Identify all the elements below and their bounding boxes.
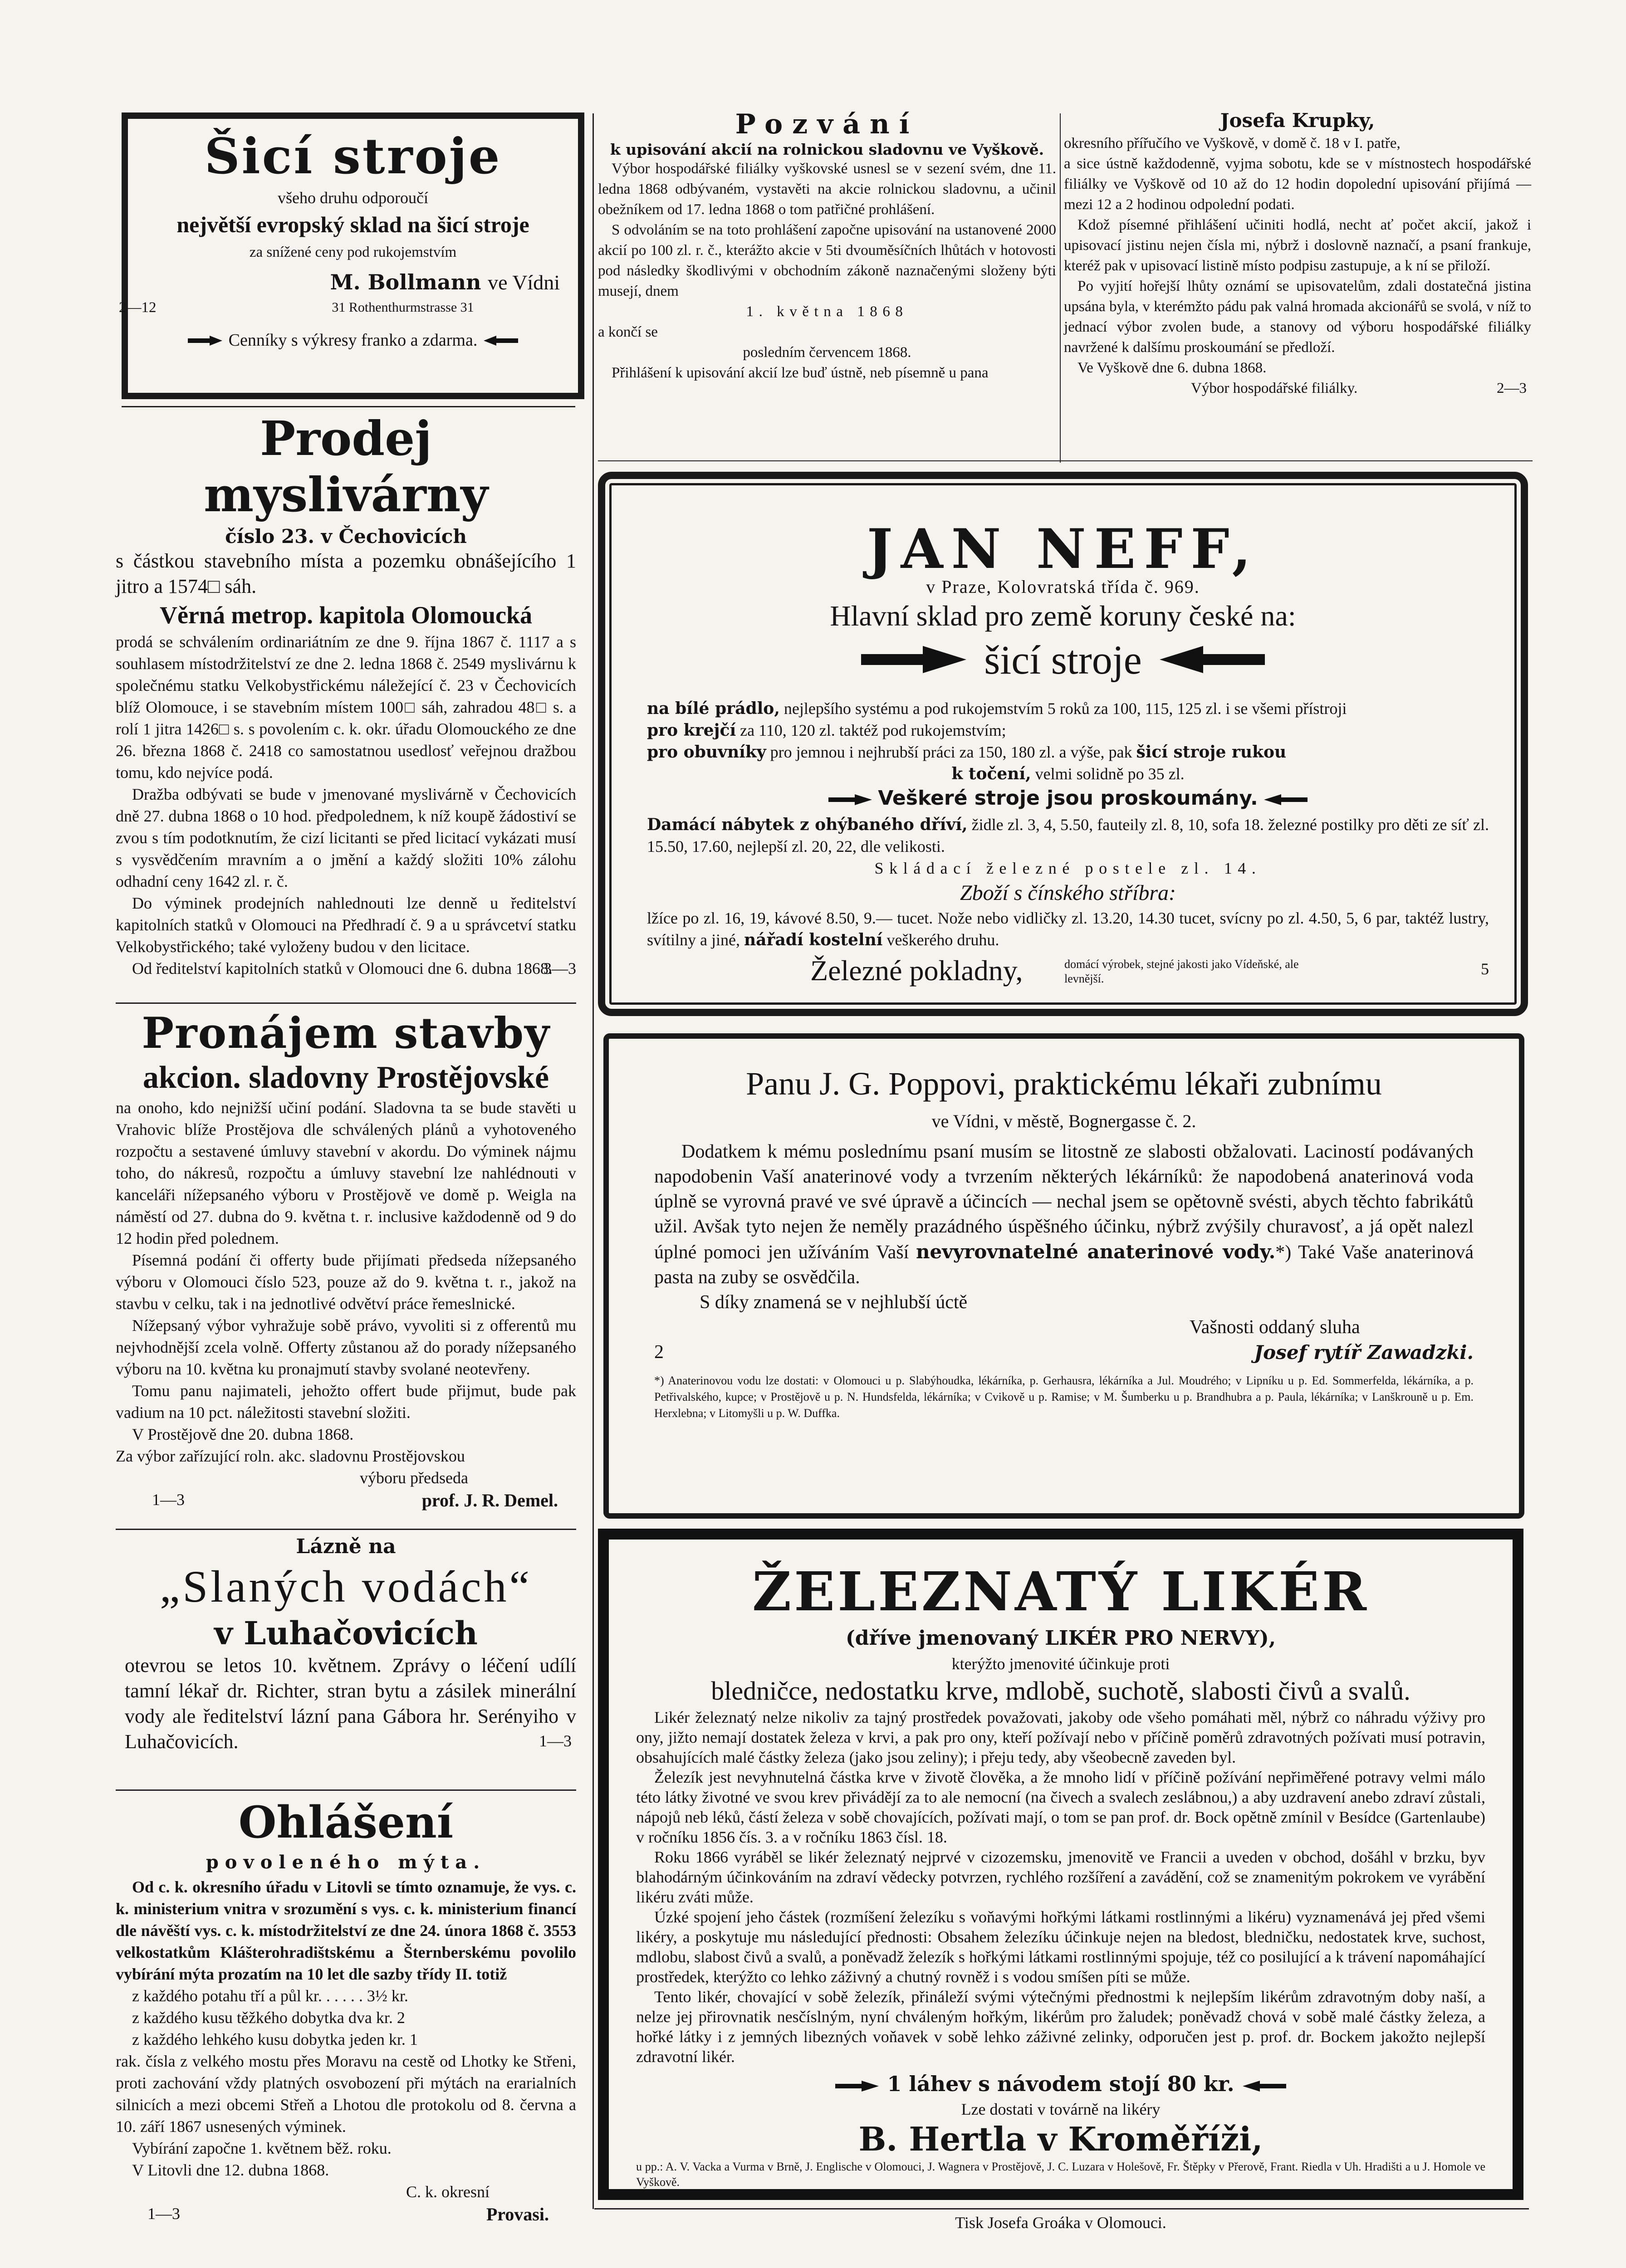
sici-line2: největší evropský sklad na šicí stroje [176, 212, 529, 237]
krupka-p1: okresního přířučího ve Vyškově, v domě č. 18 v I. patře, [1064, 135, 1401, 152]
poppo-p3: Vašnosti oddaný sluha [1190, 1317, 1360, 1338]
poppo-sig: Josef rytíř Zawadzki. [1254, 1341, 1474, 1364]
ohlaseni-r3: z každého lehkého kusu dobytka jeden kr. 1 [132, 2030, 418, 2048]
lazne-ad [116, 1534, 576, 1752]
pronajem-p2: Písemná podání či offerty bude přijímati předseda nížepsaného výboru v Olomouci číslo 523, pouze až do 9. května t. r., jakož na stavbu v celku, tak i na jednotlivé odvětví práce řemeslnické. [116, 1251, 576, 1313]
sici-address: 31 Rothenthurmstrasse 31 [332, 300, 474, 315]
ohlaseni-p5: C. k. okresní [406, 2183, 490, 2201]
prodej-title: Prodej myslivárny [204, 411, 488, 523]
liker-firm: B. Hertla v Kroměříži, [858, 2120, 1263, 2158]
prodej-heading: Věrná metrop. kapitola Olomoucká [160, 601, 532, 629]
divider [594, 2208, 1529, 2209]
ohlaseni-p3: Vybírání započne 1. květnem běž. roku. [132, 2139, 392, 2157]
pronajem-sig: prof. J. R. Demel. [421, 1490, 558, 1510]
pronajem-p7: výboru předseda [360, 1469, 468, 1487]
prodej-sub: číslo 23. v Čechovicích [225, 525, 467, 547]
liker-title: ŽELEZNATÝ LIKÉR [752, 1560, 1369, 1623]
pointing-hand-left-icon [1158, 641, 1267, 679]
pozvani-p2: S odvoláním se na toto prohlášení započne upisování na ustanovené 2000 akcií po 100 zl. r. č., kterážto akcie v 5ti dvouměsíčních lhůtách v hotovosti pod následky škodlivými v obchodním zákoně naznačenými složeny býti musejí, dnem [598, 222, 1056, 299]
liker-l1: kterýžto jmenovité účinkuje proti [951, 1655, 1170, 1673]
ohlaseni-p4: V Litovli dne 12. dubna 1868. [132, 2161, 329, 2179]
liker-ad [598, 1529, 1523, 2200]
sici-firm: M. Bollmann [330, 270, 481, 294]
neff-l3b: pro jemnou i nejhrubší práci za 150, 180 zl. a výše, pak [766, 743, 1136, 761]
sici-line1: všeho druhu odporoučí [278, 189, 428, 207]
sici-stroje-title: Šicí stroje [204, 128, 502, 185]
neff-l3c: šicí stroje rukou [1136, 743, 1287, 762]
divider [122, 406, 575, 407]
ohlaseni-code: 1—3 [147, 2204, 180, 2223]
pointing-hand-right-icon [859, 641, 968, 679]
liker-p1: Likér železnatý nelze nikoliv za tajný prostředek považovati, jakoby ode všeho pomáhati měl, nýbrž co náhradu výživy pro ony, jižto nemají dostatek železa v krvi, a pak pro ony, kteří požívají nebo v příčině poměrů zdravotných požívati musí potravin, obsahujících malé částky železa (jako jsou zeliny); i přeju tedy, aby všeobecně zaveden byl. [636, 1708, 1485, 1766]
pointing-hand-right-icon [834, 2072, 880, 2099]
pronajem-p5: V Prostějově dne 20. dubna 1868. [132, 1425, 354, 1443]
krupka-p3: Kdož písemné přihlášení učiniti hodlá, necht ať počet akcií, jakož i upisovací jistinu nejen čísla mi, nýbrž i doslovně naznačí, a psaní frankuje, kteréž pak v upisovací listině místo podpisu zastupuje, a k ní se přiloží. [1064, 217, 1531, 274]
neff-l6a: Damácí nábytek z ohýbaného dříví, [647, 815, 968, 834]
lazne-l1: Lázně na [296, 1535, 396, 1558]
sici-code: 2—12 [119, 299, 157, 316]
lazne-l2: „Slaných vodách“ [160, 1561, 532, 1612]
liker-sub: (dříve jmenovaný LIKÉR PRO NERVY), [845, 1627, 1276, 1650]
krupka-ad [1064, 108, 1531, 399]
pozvani-p4: posledním červencem 1868. [743, 344, 911, 361]
lazne-p1: otevrou se letos 10. květnem. Zprávy o léčení udílí tamní lékař dr. Richter, stran bytu a zásilek minerální vody ale ředitelství lázní pana Gábora hr. Serényiho v Luhačovicích. [125, 1654, 576, 1753]
pronajem-sub: akcion. sladovny Prostějovské [142, 1060, 549, 1095]
liker-l3: Lze dostati v továrně na likéry [961, 2100, 1161, 2118]
poppo-city: ve Vídni, v městě, Bognergasse č. 2. [931, 1111, 1196, 1131]
printer-footer: Tisk Josefa Groáka v Olomouci. [955, 2214, 1166, 2232]
krupka-p2: a sice ústně každodenně, vyjma sobotu, kde se v místnostech hospodářské filiálky ve Vyškově od 10 až do 12 hodin dopolední upisování přijímá — mezi 12 a 2 hodinou odpolední podati. [1064, 156, 1531, 213]
krupka-code: 2—3 [1497, 380, 1527, 396]
neff-sici: šicí stroje [984, 638, 1142, 683]
pozvani-p5: Přihlášení k upisování akcií lze buď ústně, neb písemně u pana [612, 365, 989, 381]
sici-stroje-ad [119, 112, 584, 399]
pozvani-p3: a končí se [598, 324, 658, 340]
lazne-code: 1—3 [539, 1732, 572, 1750]
pronajem-p4: Tomu panu najimateli, jehožto offert bude přijmut, bude pak vadium na 10 pct. náležitosti stavební složiti. [116, 1382, 576, 1422]
pronajem-title: Pronájem stavby [142, 1008, 550, 1058]
pozvani-title: Pozvání [735, 108, 919, 140]
poppo-p2: S díky znamená se v nejhlubší úctě [700, 1292, 968, 1313]
neff-name: JAN NEFF, [867, 517, 1259, 581]
poppo-p1b: nevyrovnatelné anaterinové vody. [916, 1241, 1276, 1263]
neff-l9c: veškerého druhu. [882, 930, 999, 949]
pointing-hand-left-icon [483, 330, 519, 353]
pronajem-p3: Nížepsaný výbor vyhražuje sobě právo, vyvoliti si z offerentů mu nejvhodnější zcela volně. Offerty zůstanou až do porady nížepsaného výboru na 10. května ku pronajmutí stavby svolané neotevřeny. [116, 1316, 576, 1378]
neff-l10b: domácí výrobek, stejné jakosti jako Vídeňské, ale levnější. [1064, 957, 1299, 985]
neff-l9b: nářadí kostelní [744, 930, 883, 949]
neff-l4b: velmi solidně po 35 zl. [1031, 765, 1185, 783]
sici-catalog: Cenníky s výkresy franko a zdarma. [228, 331, 478, 350]
ohlaseni-r1: z každého potahu tří a půl kr. . . . . . 3½ kr. [132, 1987, 408, 2005]
column-divider [593, 113, 594, 2209]
neff-head: Hlavní sklad pro země koruny české na: [830, 600, 1296, 632]
pointing-hand-right-icon [828, 787, 873, 814]
neff-l1b: nejlepšího systému a pod rukojemstvím 5 roků za 100, 115, 125 zl. i se všemi přístroji [779, 699, 1347, 718]
neff-code: 5 [1481, 959, 1489, 978]
sici-city: ve Vídni [488, 271, 560, 294]
ohlaseni-title: Ohlášení [238, 1797, 454, 1848]
liker-p2: Železík jest nevyhnutelná částka krve v životě člověka, a že mnoho lidí v příčině požívání nepřiměřené potravy velmi málo této látky životné ve svou krev přivádějí za to ale nemocní (na čivech a svalech zeslábnou,) a aby uzdravení anebo zdraví zůstali, nápojů neb léků, částí železa v sobě chovajících, požívati mají, o tom se pan prof. dr. Bock opětně zmínil v Besídce (Gartenlaube) v ročníku 1856 čís. 3. a v ročníku 1863 čísl. 18. [636, 1768, 1485, 1846]
pronajem-p1: na onoho, kdo nejnižší učiní podání. Sladovna ta se bude stavěti u Vrahovic blíže Prostějova dle schválených plánů a vyhotoveného rozpočtu a sestavené úmluvy stavební v akordu. Do výminek nájmu toho, do nákresů, rozpočtu a úmluvy stavební lze nahlédnouti v kanceláři nížepsaného výboru v Prostějově ve domě p. Weigla na náměstí od 27. dubna do 9. května t. r. inclusive každodenně od 9 do 12 hodin před polednem. [116, 1099, 576, 1247]
pointing-hand-left-icon [1242, 2072, 1287, 2099]
prodej-p4: Do výminek prodejních nahlednouti lze denně u ředitelství kapitolních statků v Olomouci na Předhradí č. 9 a u správcetví statku Velkobystřického; také vyloženy budou v den licitace. [116, 894, 576, 956]
neff-l5: Veškeré stroje jsou proskoumány. [878, 787, 1258, 810]
pronajem-stavby-ad [116, 1008, 576, 1511]
jan-neff-ad [598, 472, 1528, 1016]
divider [116, 1529, 576, 1530]
neff-l8: Zboží s čínského stříbra: [960, 880, 1176, 905]
prodej-myslivarny-ad [116, 411, 576, 979]
pronajem-code: 1—3 [152, 1491, 185, 1509]
krupka-sig: Výbor hospodářské filiálky. [1191, 380, 1358, 396]
pozvani-p1: Výbor hospodářské filiálky vyškovské usnesl se v sezení svém, dne 11. ledna 1868 odbývaném, vystavěti na akcie rolnickou sladovnu, a učinil obežníkem od 17. ledna 1868 o tom patřičné prohlášení. [598, 161, 1056, 218]
ohlaseni-sub: povoleného mýta. [206, 1852, 486, 1873]
divider [116, 1002, 576, 1004]
liker-p3: Roku 1866 vyráběl se likér železnatý nejprvé v cizozemsku, jmenovitě ve Francii a uveden v obchod, došáhl v brzku, byv blahodárným účinkováním na zdraví vědecky potvrzen, rychlého rozšíření a zavádění, což se znamenitým pokrokem ve vyrábění likéru zváti může. [636, 1848, 1485, 1906]
neff-l1a: na bílé prádlo, [647, 699, 780, 718]
neff-l6b: židle zl. 3, 4, 5.50, fauteily zl. 8, 10, sofa 18. železné postilky pro děti ze síť zl. 15.50, 17.60, nejlepší zl. 20, 22, dle velikosti. [647, 815, 1489, 855]
prodej-p3: Dražba odbývati se bude v jmenované myslivárně v Čechovicích dně 27. dubna 1868 o 10 hod. předpolednem, k níž koupě žádostiví se zvou s tím podotknutím, že cizí licitanti se před licitací vykázati musí s vysvědčením mravním a o jmění a každý složiti 10% zálohu odhadní ceny 1642 zl. r. č. [116, 785, 576, 890]
liker-p4: Úzké spojení jeho částek (rozmíšení železíku s voňavými hořkými látkami rostlinnými a likéru) vyznamenává jej před všemi likéry, a poskytuje mu následující přednosti: Obsahem železíku účinkuje nejen na bledost, bledničku, nedostatek krve, suchost, mdlobu, slabost čivů a svalů, a poněvadž železík s hořkými látkami rostlinnými spojuje, též co posilující a k trávení napomáhající prostředek, kterýžto co lehko záživný a chutný rovněž i s vodou smíšen píti se může. [636, 1908, 1485, 1986]
divider [116, 1789, 576, 1791]
divider [598, 460, 1533, 461]
neff-l10: Železné pokladny, [810, 954, 1023, 987]
neff-l3a: pro obuvníky [647, 743, 766, 762]
lazne-l3: v Luhačovicích [214, 1614, 478, 1652]
ohlaseni-sig: Provasi. [486, 2204, 549, 2224]
prodej-code: 3—3 [544, 959, 576, 978]
liker-p5: Tento likér, chovající v sobě železík, přináleží svými výtečnými přednostmi k nejlepším likérům zdravotným doby naší, a nelze jej přirovnatik nesčíslným, nyní chváleným hořkým, likérům pro žaludek; poněvadž chová v sobě malé částky železa, a hořké látky i z jemných libezných voňavek v sobě lehko záživné zelinky, odporučen jest p. prof. dr. Bockem jakožto nejlepší zdravotní likér. [636, 1988, 1485, 2066]
poppo-note: *) Anaterinovou vodu lze dostati: v Olomouci u p. Slabýhoudka, lékárníka, p. Gerhausra, lékárníka a Jul. Moudrého; v Lipníku u p. Ed. Sommerfelda, lékárníka, a p. Petřivalského, kupce; v Prostějově u p. N. Hundsfelda, lékárníka; v Cvikově u p. Ramise; v M. Šumberku u p. Brandhubra a p. Paula, lékárníka; v Lanškrouně u p. Em. Herxlebna; v Litomyšli u p. W. Duffka. [654, 1374, 1474, 1420]
pointing-hand-left-icon [1263, 787, 1308, 814]
pronajem-p6: Za výbor zařízující roln. akc. sladovnu Prostějovskou [116, 1447, 465, 1465]
neff-l2b: za 110, 120 zl. taktéž pod rukojemstvím; [736, 721, 1006, 739]
poppo-p1c: *) Také Vaše anaterinová pasta na zuby se osvědčila. [654, 1242, 1474, 1288]
poppo-code: 2 [654, 1342, 664, 1363]
neff-addr: v Praze, Kolovratská třída č. 969. [926, 577, 1200, 597]
column-divider [1060, 113, 1061, 463]
liker-l2: bledničce, nedostatku krve, mdlobě, suchotě, slabosti čivů a svalů. [711, 1676, 1411, 1706]
poppo-title: Panu J. G. Poppovi, praktickému lékaři zubnímu [746, 1066, 1382, 1102]
neff-l9a: lžíce po zl. 16, 19, kávové 8.50, 9.— tucet. Nože nebo vidličky zl. 13.20, 14.30 tucet, svícny po zl. 4.50, 5, 6 par, taktéž lustry, svítilny a jiné, [647, 909, 1489, 949]
poppo-p1: Dodatkem k mému poslednímu psaní musím se litostně ze slabosti obžalovati. Laciností podávaných napodobenin Vaší anaterinové vody a tvrzením některých lékárníků: že napodobená anaterinová voda úplně se vyrovná pravé ve své úpravě a účincích — nechal jsem se opětovně svésti, abych těchto fabrikátů užil. Avšak tyto nejen že neměly prazádného úspěšného účinku, nýbrž zvýšily churavosť, a já opět nalezl úplné pomoci jen užíváním Vaší [654, 1141, 1474, 1263]
pozvani-ad [598, 108, 1056, 383]
liker-note: u pp.: A. V. Vacka a Vurma v Brně, J. Englische v Olomouci, J. Wagnera v Prostějově, J. C. Luzara v Holešově, Fr. Štěpky v Přerově, Frant. Riedla v Uh. Hradišti a u J. Homole ve Vyškově. [636, 2160, 1485, 2189]
pointing-hand-right-icon [187, 330, 223, 353]
ohlaseni-p2: rak. čísla z velkého mostu přes Moravu na cestě od Lhotky ke Střeni, proti zachování vždy platných osvobození při mýtách na erarialních silnicích a mezi obcemi Střeň a Lhotou dle protokolu od 8. června a 10. září 1867 usnesených výminek. [116, 2052, 576, 2136]
ohlaseni-r2: z každého kusu těžkého dobytka dva kr. 2 [132, 2009, 405, 2027]
krupka-p4: Po vyjití hořejší lhůty oznámí se upisovatelům, zdali dostatečná jistina upsána byla, v kterémžto pádu pak valná hromada akcionářů se svolá, v níž to jednací výbor zvolen bude, a stanovy od výboru hospodářské filiálky navržené k dalšímu proskoumání se předloží. [1064, 278, 1531, 356]
pozvani-date: 1. května 1868 [746, 303, 908, 320]
neff-l4a: k točení, [951, 764, 1031, 783]
ohlaseni-ad [116, 1796, 576, 2225]
pozvani-sub: k upisování akcií na rolnickou sladovnu ve Vyškově. [610, 141, 1044, 158]
ohlaseni-p1: Od c. k. okresního úřadu v Litovli se tímto oznamuje, že vys. c. k. ministerium vnitra v srozumění s vys. c. k. ministerium financí dle návěští vys. c. k. místodržitelství ze dne 24. února 1868 č. 3553 velkostatkům Klášterohradištskému a Šternberskému povolilo vybírání mýta prozatím na 10 let dle sazby třídy II. totiž [116, 1878, 576, 1983]
prodej-p5: Od ředitelství kapitolních statků v Olomouci dne 6. dubna 1868. [132, 959, 553, 978]
prodej-p2: prodá se schválením ordinariátním ze dne 9. října 1867 č. 1117 a s souhlasem místodržitelství ze dne 2. ledna 1868 č. 2549 myslivárnu k společnému statku Velkobystřickému náležející č. 23 v Čechovicích blíž Olomouce, i se stavebním místem 100□ sáh, zahradou 48□ s. a rolí 1 jitra 1426□ s. s povolením c. k. okr. úřadu Olomouckého ze dne 26. března 1868 č. 2418 co samostatnou usedlosť veřejnou dražbou tomu, kdo nejvíce podá. [116, 633, 576, 782]
krupka-name: Josefa Krupky, [1220, 109, 1375, 132]
neff-l7: Skládací železné postele zl. 14. [874, 859, 1262, 877]
neff-l2a: pro krejčí [647, 721, 736, 740]
liker-price: 1 láhev s návodem stojí 80 kr. [887, 2072, 1234, 2096]
krupka-p5: Ve Vyškově dne 6. dubna 1868. [1077, 360, 1267, 376]
prodej-p1: s částkou stavebního místa a pozemku obnášejícího 1 jitro a 1574□ sáh. [116, 550, 576, 597]
poppo-ad [603, 1033, 1524, 1519]
sici-line3: za snížené ceny pod rukojemstvím [249, 244, 457, 260]
